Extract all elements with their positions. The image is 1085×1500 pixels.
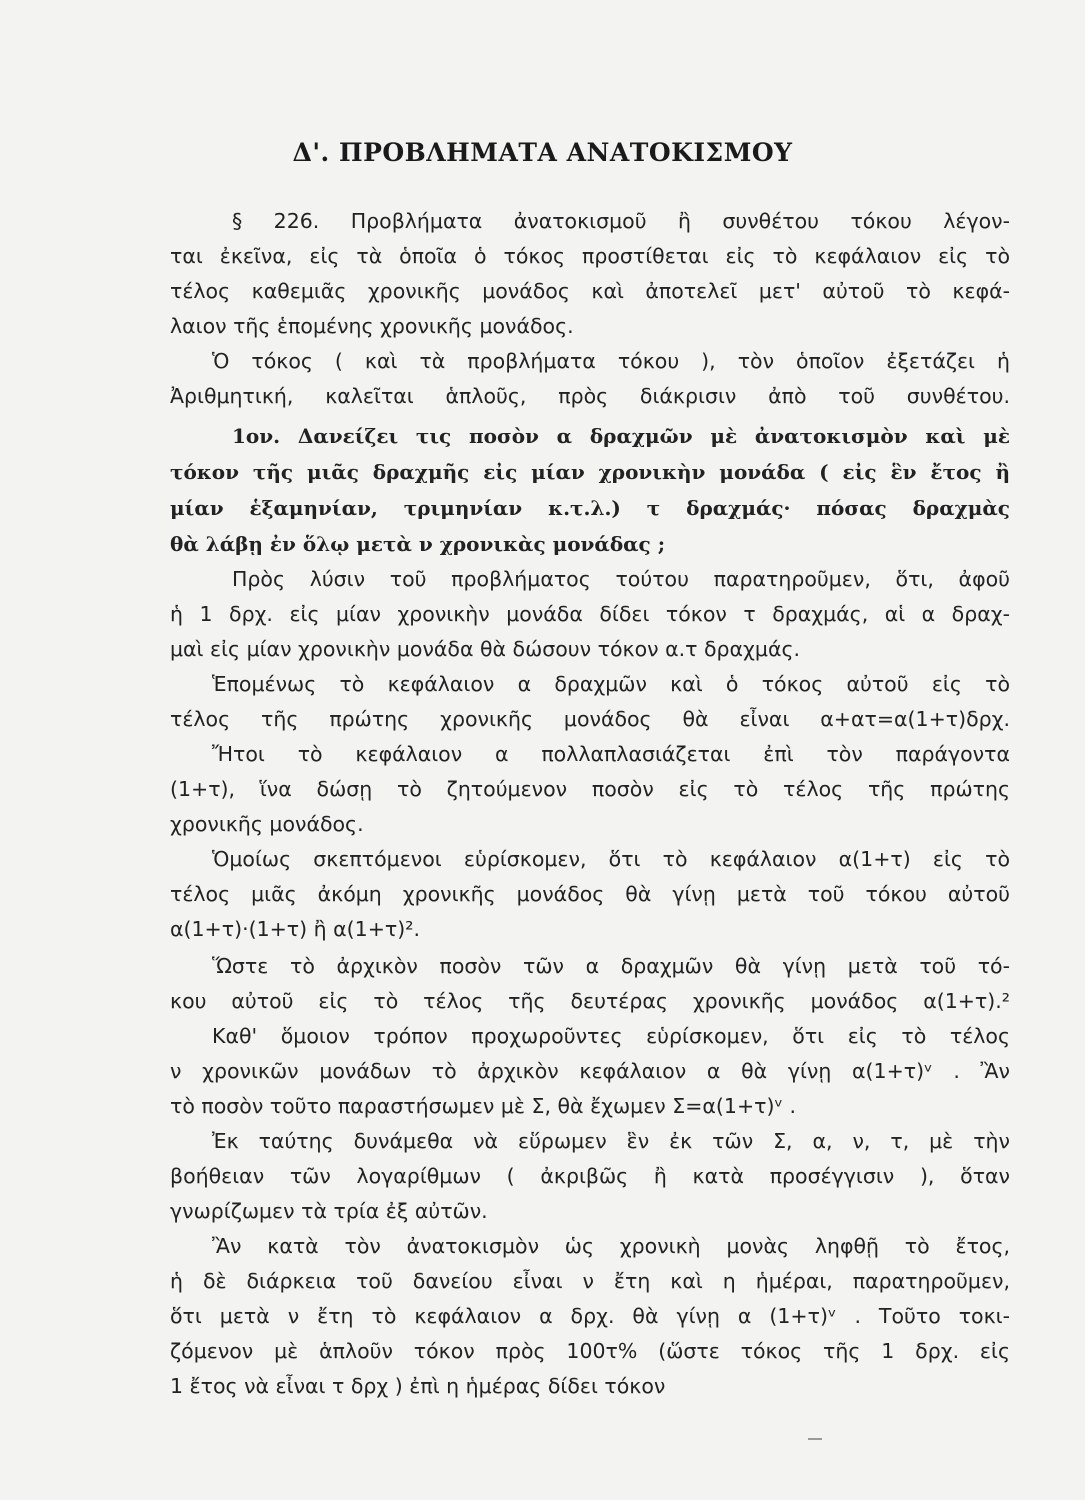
text-line: Ἀριθμητική, καλεῖται ἁπλοῦς, πρὸς διάκρισιν ἀπὸ τοῦ συνθέτου. xyxy=(170,384,1010,408)
text-line: ὅτι μετὰ ν ἔτη τὸ κεφάλαιον α δρχ. θὰ γίνῃ α (1+τ)ᵛ . Τοῦτο τοκι- xyxy=(170,1304,1010,1328)
text-line: Καθ' ὅμοιον τρόπον προχωροῦντες εὑρίσκομεν, ὅτι εἰς τὸ τέλος xyxy=(212,1024,1010,1048)
text-line: βοήθειαν τῶν λογαρίθμων ( ἀκριβῶς ἢ κατὰ προσέγγισιν ), ὅταν xyxy=(170,1164,1010,1188)
text-line: (1+τ), ἵνα δώσῃ τὸ ζητούμενον ποσὸν εἰς τὸ τέλος τῆς πρώτης xyxy=(170,777,1010,801)
page-heading: Δ'. ΠΡΟΒΛΗΜΑΤΑ ΑΝΑΤΟΚΙΣΜΟΥ xyxy=(292,138,793,167)
text-line: τέλος μιᾶς ἀκόμη χρονικῆς μονάδος θὰ γίνῃ μετὰ τοῦ τόκου αὐτοῦ xyxy=(170,882,1010,906)
text-line: ἡ 1 δρχ. εἰς μίαν χρονικὴν μονάδα δίδει τόκον τ δραχμάς, αἱ α δραχ- xyxy=(170,602,1010,626)
text-line: κου αὐτοῦ εἰς τὸ τέλος τῆς δευτέρας χρονικῆς μονάδος α(1+τ).² xyxy=(170,989,1010,1013)
text-line: τέλος τῆς πρώτης χρονικῆς μονάδος θὰ εἶναι α+ατ=α(1+τ)δρχ. xyxy=(170,707,1010,731)
problem-statement-line: τόκον τῆς μιᾶς δραχμῆς εἰς μίαν χρονικὴν μονάδα ( εἰς ἓν ἔτος ἢ xyxy=(170,460,1010,484)
page-mark xyxy=(808,1438,822,1440)
text-line: Ὁ τόκος ( καὶ τὰ προβλήματα τόκου ), τὸν ὁποῖον ἐξετάζει ἡ xyxy=(212,349,1010,373)
text-line: Ὥστε τὸ ἀρχικὸν ποσὸν τῶν α δραχμῶν θὰ γίνῃ μετὰ τοῦ τό- xyxy=(212,954,1010,978)
text-line: ν χρονικῶν μονάδων τὸ ἀρχικὸν κεφάλαιον α θὰ γίνῃ α(1+τ)ᵛ . Ἂν xyxy=(170,1059,1010,1083)
text-line: Ἐκ ταύτης δυνάμεθα νὰ εὕρωμεν ἓν ἐκ τῶν Σ, α, ν, τ, μὲ τὴν xyxy=(212,1129,1010,1153)
problem-statement-line: θὰ λάβῃ ἐν ὅλῳ μετὰ ν χρονικὰς μονάδας ; xyxy=(170,532,666,556)
text-line: Ἤτοι τὸ κεφάλαιον α πολλαπλασιάζεται ἐπὶ τὸν παράγοντα xyxy=(212,742,1010,766)
text-line: ἡ δὲ διάρκεια τοῦ δανείου εἶναι ν ἔτη καὶ η ἡμέραι, παρατηροῦμεν, xyxy=(170,1269,1010,1293)
text-line: Πρὸς λύσιν τοῦ προβλήματος τούτου παρατηροῦμεν, ὅτι, ἀφοῦ xyxy=(232,567,1010,591)
text-line: 1 ἔτος νὰ εἶναι τ δρχ ) ἐπὶ η ἡμέρας δίδει τόκον xyxy=(170,1374,666,1398)
text-line: Ἑπομένως τὸ κεφάλαιον α δραχμῶν καὶ ὁ τόκος αὐτοῦ εἰς τὸ xyxy=(212,672,1010,696)
text-line: μαὶ εἰς μίαν χρονικὴν μονάδα θὰ δώσουν τόκον α.τ δραχμάς. xyxy=(170,637,801,661)
text-line: ται ἐκεῖνα, εἰς τὰ ὁποῖα ὁ τόκος προστίθεται εἰς τὸ κεφάλαιον εἰς τὸ xyxy=(170,244,1010,268)
text-line: τέλος καθεμιᾶς χρονικῆς μονάδος καὶ ἀποτελεῖ μετ' αὐτοῦ τὸ κεφά- xyxy=(170,279,1010,303)
problem-statement-line: 1ον. Δανείζει τις ποσὸν α δραχμῶν μὲ ἀνατοκισμὸν καὶ μὲ xyxy=(232,424,1010,448)
text-line: § 226. Προβλήματα ἀνατοκισμοῦ ἢ συνθέτου τόκου λέγον- xyxy=(232,209,1010,233)
text-line: τὸ ποσὸν τοῦτο παραστήσωμεν μὲ Σ, θὰ ἔχωμεν Σ=α(1+τ)ᵛ . xyxy=(170,1094,797,1118)
problem-statement-line: μίαν ἑξαμηνίαν, τριμηνίαν κ.τ.λ.) τ δραχμάς· πόσας δραχμὰς xyxy=(170,496,1010,520)
text-line: λαιον τῆς ἑπομένης χρονικῆς μονάδος. xyxy=(170,314,574,338)
text-line: Ὁμοίως σκεπτόμενοι εὑρίσκομεν, ὅτι τὸ κεφάλαιον α(1+τ) εἰς τὸ xyxy=(212,847,1010,871)
text-line: γνωρίζωμεν τὰ τρία ἐξ αὐτῶν. xyxy=(170,1199,488,1223)
text-line: χρονικῆς μονάδος. xyxy=(170,812,364,836)
text-line: Ἂν κατὰ τὸν ἀνατοκισμὸν ὡς χρονικὴ μονὰς ληφθῇ τὸ ἔτος, xyxy=(212,1234,1010,1258)
text-line: α(1+τ)·(1+τ) ἢ α(1+τ)². xyxy=(170,917,420,941)
text-line: ζόμενον μὲ ἁπλοῦν τόκον πρὸς 100τ% (ὥστε τόκος τῆς 1 δρχ. εἰς xyxy=(170,1339,1010,1363)
